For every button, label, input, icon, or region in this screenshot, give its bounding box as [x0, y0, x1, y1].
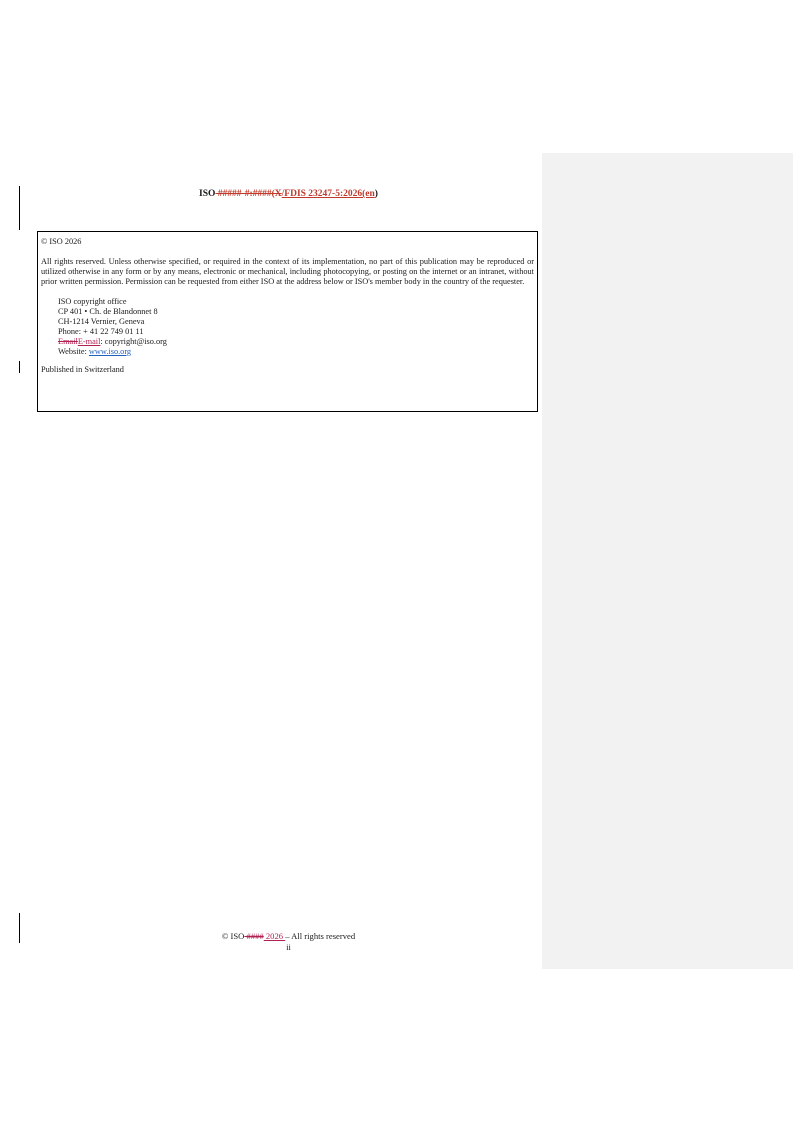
footer-suffix: – All rights reserved — [285, 931, 356, 941]
page-number: ii — [286, 942, 291, 952]
address-block — [41, 297, 534, 357]
email-value: : copyright@iso.org — [100, 337, 167, 346]
office-name: ISO copyright office — [58, 297, 127, 306]
header-deleted-text: #####-#:####(X — [215, 189, 282, 199]
footer-prefix: © ISO — [221, 931, 245, 941]
page-footer — [38, 931, 539, 953]
copyright-box — [37, 231, 538, 412]
email-inserted: E-mail — [77, 337, 101, 346]
change-bar-header — [19, 186, 20, 230]
comment-pane — [542, 153, 793, 969]
header-inserted-text: /FDIS 23247-5:2026(en — [281, 189, 375, 199]
header-close: ) — [374, 189, 378, 199]
published-in: Published in Switzerland — [41, 365, 124, 374]
change-bar-email — [19, 361, 20, 373]
website-link[interactable]: www.iso.org — [88, 347, 132, 356]
footer-copyright — [38, 931, 539, 942]
change-bar-footer — [19, 913, 20, 943]
email-line — [58, 337, 534, 347]
rights-statement: All rights reserved. Unless otherwise specified, or required in the context of its implementation, no part of this publication may be reproduced or utilized otherwise in any form or by any means, electronic or mechanical, including photocopying, or posting on the internet or an intranet, without prior written permission. Permission can be requested from either ISO at the address below or ISO's member body in the country of the requester. — [41, 257, 534, 286]
copyright-year: © ISO 2026 — [41, 237, 82, 246]
website-line — [58, 347, 534, 357]
website-label: Website: — [58, 347, 89, 356]
phone-line: Phone: + 41 22 749 01 11 — [58, 327, 144, 336]
email-deleted: Email — [58, 337, 78, 346]
header-iso: ISO — [199, 189, 216, 199]
document-header — [38, 189, 539, 199]
footer-inserted: 2026 — [263, 931, 286, 941]
footer-deleted: #### — [244, 931, 264, 941]
address-line-1: CP 401 • Ch. de Blandonnet 8 — [58, 307, 158, 316]
address-line-2: CH-1214 Vernier, Geneva — [58, 317, 145, 326]
